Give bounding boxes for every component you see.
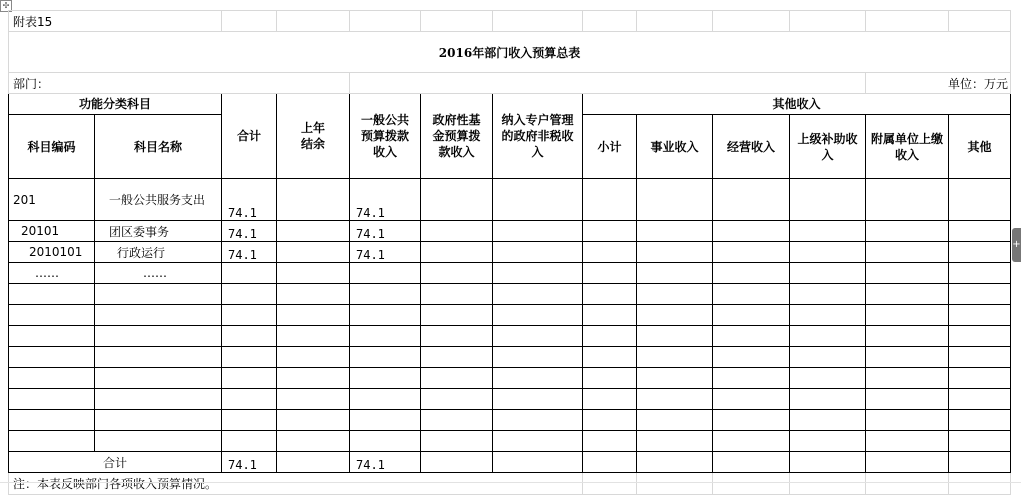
sheet-gridline: [0, 482, 1021, 483]
header-affiliated-income: 附属单位上缴收入: [866, 115, 949, 179]
table-row: [9, 305, 1011, 326]
header-business-income: 事业收入: [637, 115, 713, 179]
header-general-public-budget: 一般公共预算拨款收入: [350, 94, 421, 179]
header-subject-code: 科目编码: [9, 115, 95, 179]
row-name: 团区委事务: [95, 221, 222, 242]
table-row: [9, 263, 1011, 284]
row-code: 20101: [9, 221, 95, 242]
row-name: 行政运行: [95, 242, 222, 263]
header-other: 其他: [949, 115, 1011, 179]
header-subject-name: 科目名称: [95, 115, 222, 179]
header-function-category: 功能分类科目: [9, 94, 222, 115]
table-row: [9, 179, 1011, 221]
row-total: 74.1: [222, 242, 277, 263]
table-row: [9, 242, 1011, 263]
table-row: [9, 221, 1011, 242]
row-total: 74.1: [222, 221, 277, 242]
table-row: [9, 326, 1011, 347]
row-general: 74.1: [350, 179, 421, 221]
row-code: 201: [9, 179, 95, 221]
table-row: [9, 431, 1011, 452]
header-gov-fund-budget: 政府性基金预算拨款收入: [421, 94, 493, 179]
header-non-tax-income: 纳入专户管理的政府非税收入: [493, 94, 583, 179]
sum-total: 74.1: [222, 452, 277, 473]
table-row: [9, 284, 1011, 305]
unit-label: 单位：万元: [866, 73, 1011, 94]
sum-general: 74.1: [350, 452, 421, 473]
row-general: 74.1: [350, 242, 421, 263]
header-subtotal: 小计: [583, 115, 637, 179]
table-move-handle[interactable]: ✣: [0, 0, 12, 12]
header-other-income: 其他收入: [583, 94, 1011, 115]
table-row: [9, 347, 1011, 368]
header-operating-income: 经营收入: [713, 115, 790, 179]
header-total: 合计: [222, 94, 277, 179]
column-add-handle[interactable]: +: [1012, 228, 1021, 262]
budget-table: [8, 10, 1011, 495]
row-name: 一般公共服务支出: [95, 179, 222, 221]
header-superior-subsidy: 上级补助收入: [790, 115, 866, 179]
department-label: 部门：: [9, 73, 350, 94]
row-total: 74.1: [222, 179, 277, 221]
header-prior-year-balance: 上年结余: [277, 94, 350, 179]
table-note: 注：本表反映部门各项收入预算情况。: [9, 473, 583, 495]
row-general: 74.1: [350, 221, 421, 242]
row-code: ……: [9, 263, 95, 284]
table-row: [9, 389, 1011, 410]
page-title: 2016年部门收入预算总表: [9, 32, 1011, 73]
row-code: 2010101: [9, 242, 95, 263]
sum-label: 合计: [9, 452, 222, 473]
table-row: [9, 410, 1011, 431]
table-row: [9, 368, 1011, 389]
appendix-label: 附表15: [9, 11, 222, 32]
sum-row: [9, 452, 1011, 473]
row-name: ……: [95, 263, 222, 284]
